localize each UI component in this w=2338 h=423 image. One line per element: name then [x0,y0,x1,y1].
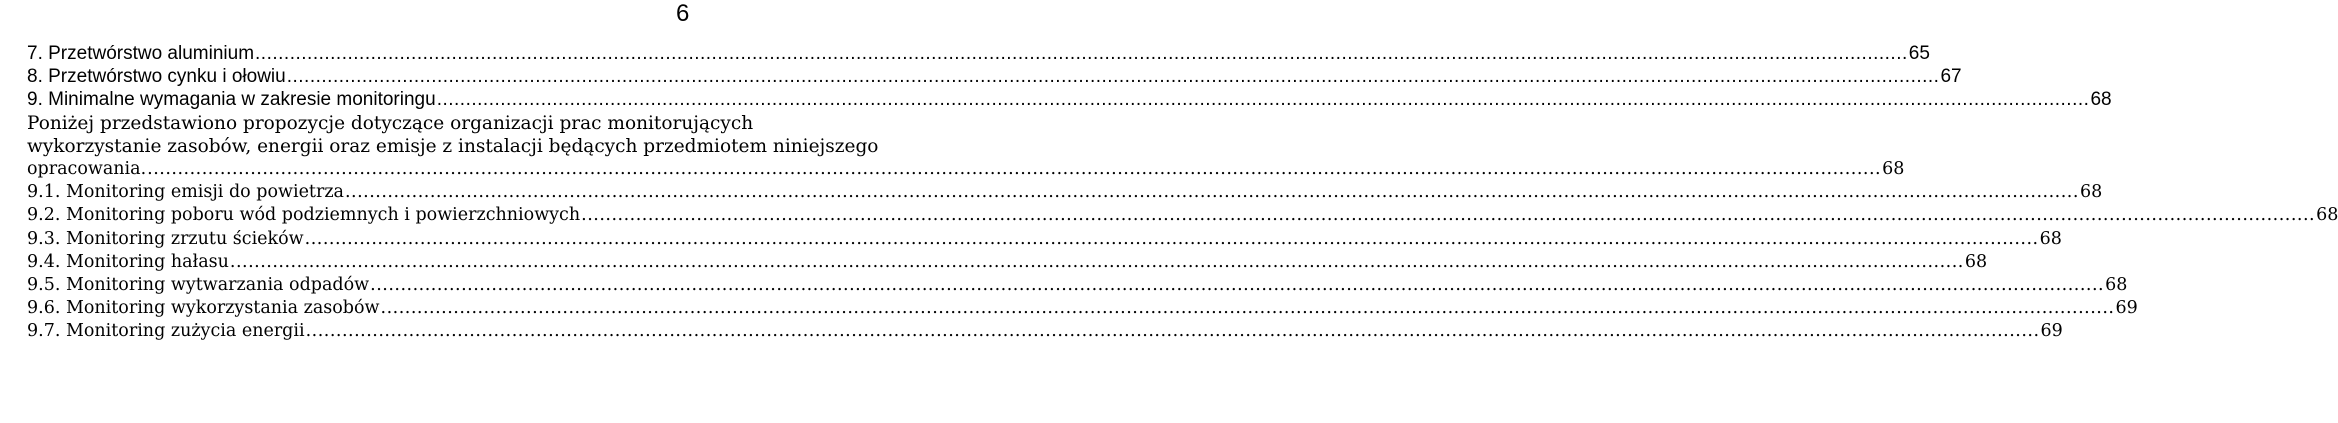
toc-subentry-title: 9.3. Monitoring zrzutu ścieków [27,228,304,249]
dot-leader [287,65,1940,88]
toc-subentry-page: 68 [2039,228,2062,249]
toc-entry-title: 8. Przetwórstwo cynku i ołowiu [27,66,286,88]
toc-subentry-page: 68 [2079,182,2103,203]
toc-entry-title: 7. Przetwórstwo aluminium [27,43,255,64]
toc-subentry-page: 69 [2115,298,2138,319]
toc-subentry[interactable] [27,274,2128,297]
toc-subentry[interactable] [27,320,2063,343]
toc-subentry[interactable] [27,181,2103,204]
toc-subentry-title: 9.2. Monitoring poboru wód podziemnych i powierzchniowych [27,205,581,226]
toc-subentry-page: 68 [2105,274,2128,295]
table-of-contents [27,42,2338,343]
toc-subentry[interactable] [27,297,2138,320]
toc-entry-title: opracowania. [27,158,147,179]
toc-entry-page: 68 [1882,158,1905,179]
dot-leader [230,251,1964,274]
toc-subentry[interactable] [27,251,1988,274]
page-number: 6 [676,0,690,27]
toc-subentry-title: 9.1. Monitoring emisji do powietrza [27,182,344,203]
paragraph-line: Poniżej przedstawiono propozycje dotyczące organizacji prac monitorujących [27,112,754,134]
toc-subentry-title: 9.4. Monitoring hałasu [27,251,229,272]
dot-leader [255,42,1908,65]
dot-leader [306,320,2040,343]
dot-leader [381,297,2115,320]
toc-subentry[interactable] [27,228,2062,251]
toc-entry[interactable] [27,65,1962,88]
toc-entry-page: 68 [2090,89,2112,111]
toc-subentry[interactable] [27,204,2338,227]
toc-entry-page: 65 [1908,43,1930,64]
toc-entry-title: 9. Minimalne wymagania w zakresie monitoringu [27,89,436,111]
dot-leader [147,158,1881,181]
dot-leader [305,228,2039,251]
toc-entry-page: 67 [1940,66,1962,88]
toc-subentry-page: 69 [2040,321,2063,342]
toc-subentry-title: 9.5. Monitoring wytwarzania odpadów [27,274,370,295]
toc-subentry-title: 9.6. Monitoring wykorzystania zasobów [27,298,380,319]
toc-entry[interactable] [27,158,1905,181]
dot-leader [345,181,2079,204]
dot-leader [437,88,2090,111]
dot-leader [581,204,2315,227]
paragraph-line: wykorzystanie zasobów, energii oraz emisje z instalacji będących przedmiotem niniejszego [27,135,879,157]
toc-subentry-page: 68 [1964,251,1988,272]
toc-entry[interactable] [27,88,2112,111]
toc-subentry-title: 9.7. Monitoring zużycia energii [27,321,305,342]
toc-entry[interactable] [27,42,1930,65]
dot-leader [370,274,2104,297]
toc-subentry-page: 68 [2316,205,2338,226]
